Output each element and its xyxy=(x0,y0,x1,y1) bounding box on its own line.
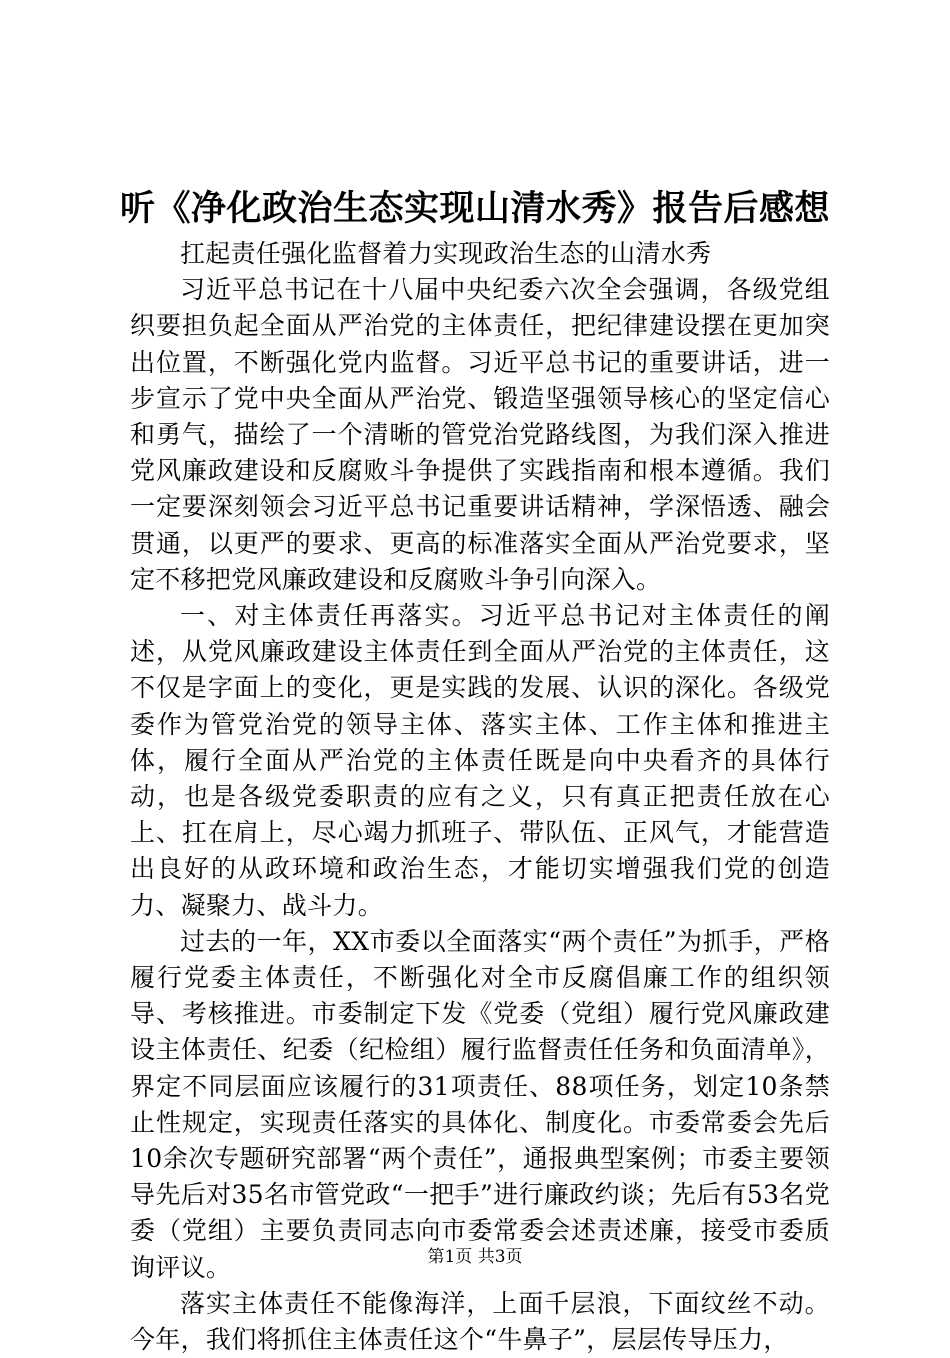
body-paragraph: 过去的一年，XX市委以全面落实“两个责任”为抓手，严格履行党委主体责任，不断强化对全市反腐倡廉工作的组织领导、考核推进。市委制定下发《党委（党组）履行党风廉政建设主体责任、纪委（纪检组）履行监督责任任务和负面清单》，界定不同层面应该履行的31项责任、88项任务，划定10条禁止性规定，实现责任落实的具体化、制度化。市委常委会先后10余次专题研究部署“两个责任”，通报典型案例；市委主要领导先后对35名市管党政“一把手”进行廉政约谈；先后有53名党委（党组）主要负责同志向市委常委会述责述廉，接受市委质询评议。 xyxy=(130,926,830,1282)
body-paragraph: 习近平总书记在十八届中央纪委六次全会强调，各级党组织要担负起全面从严治党的主体责任，把纪律建设摆在更加突出位置，不断强化党内监督。习近平总书记的重要讲话，进一步宣示了党中央全面从严治党、锻造坚强领导核心的坚定信心和勇气，描绘了一个清晰的管党治党路线图，为我们深入推进党风廉政建设和反腐败斗争提供了实践指南和根本遵循。我们一定要深刻领会习近平总书记重要讲话精神，学深悟透、融会贯通，以更严的要求、更高的标准落实全面从严治党要求，坚定不移把党风廉政建设和反腐败斗争引向深入。 xyxy=(130,275,830,594)
body-paragraph: 一、对主体责任再落实。习近平总书记对主体责任的阐述，从党风廉政建设主体责任到全面从严治党的主体责任，这不仅是字面上的变化，更是实践的发展、认识的深化。各级党委作为管党治党的领导主体、落实主体、工作主体和推进主体，履行全面从严治党的主体责任既是向中央看齐的具体行动，也是各级党委职责的应有之义，只有真正把责任放在心上、扛在肩上，尽心竭力抓班子、带队伍、正风气，才能营造出良好的从政环境和政治生态，才能切实增强我们党的创造力、凝聚力、战斗力。 xyxy=(130,601,830,920)
subtitle-paragraph: 扛起责任强化监督着力实现政治生态的山清水秀 xyxy=(180,239,712,268)
page-number-footer: 第1页 共3页 xyxy=(427,1247,523,1267)
document-title: 听《净化政治生态实现山清水秀》报告后感想 xyxy=(119,188,830,229)
body-paragraph: 落实主体责任不能像海洋，上面千层浪，下面纹丝不动。今年，我们将抓住主体责任这个“牛鼻子”，层层传导压力， xyxy=(130,1288,830,1355)
document-body xyxy=(130,236,830,1358)
